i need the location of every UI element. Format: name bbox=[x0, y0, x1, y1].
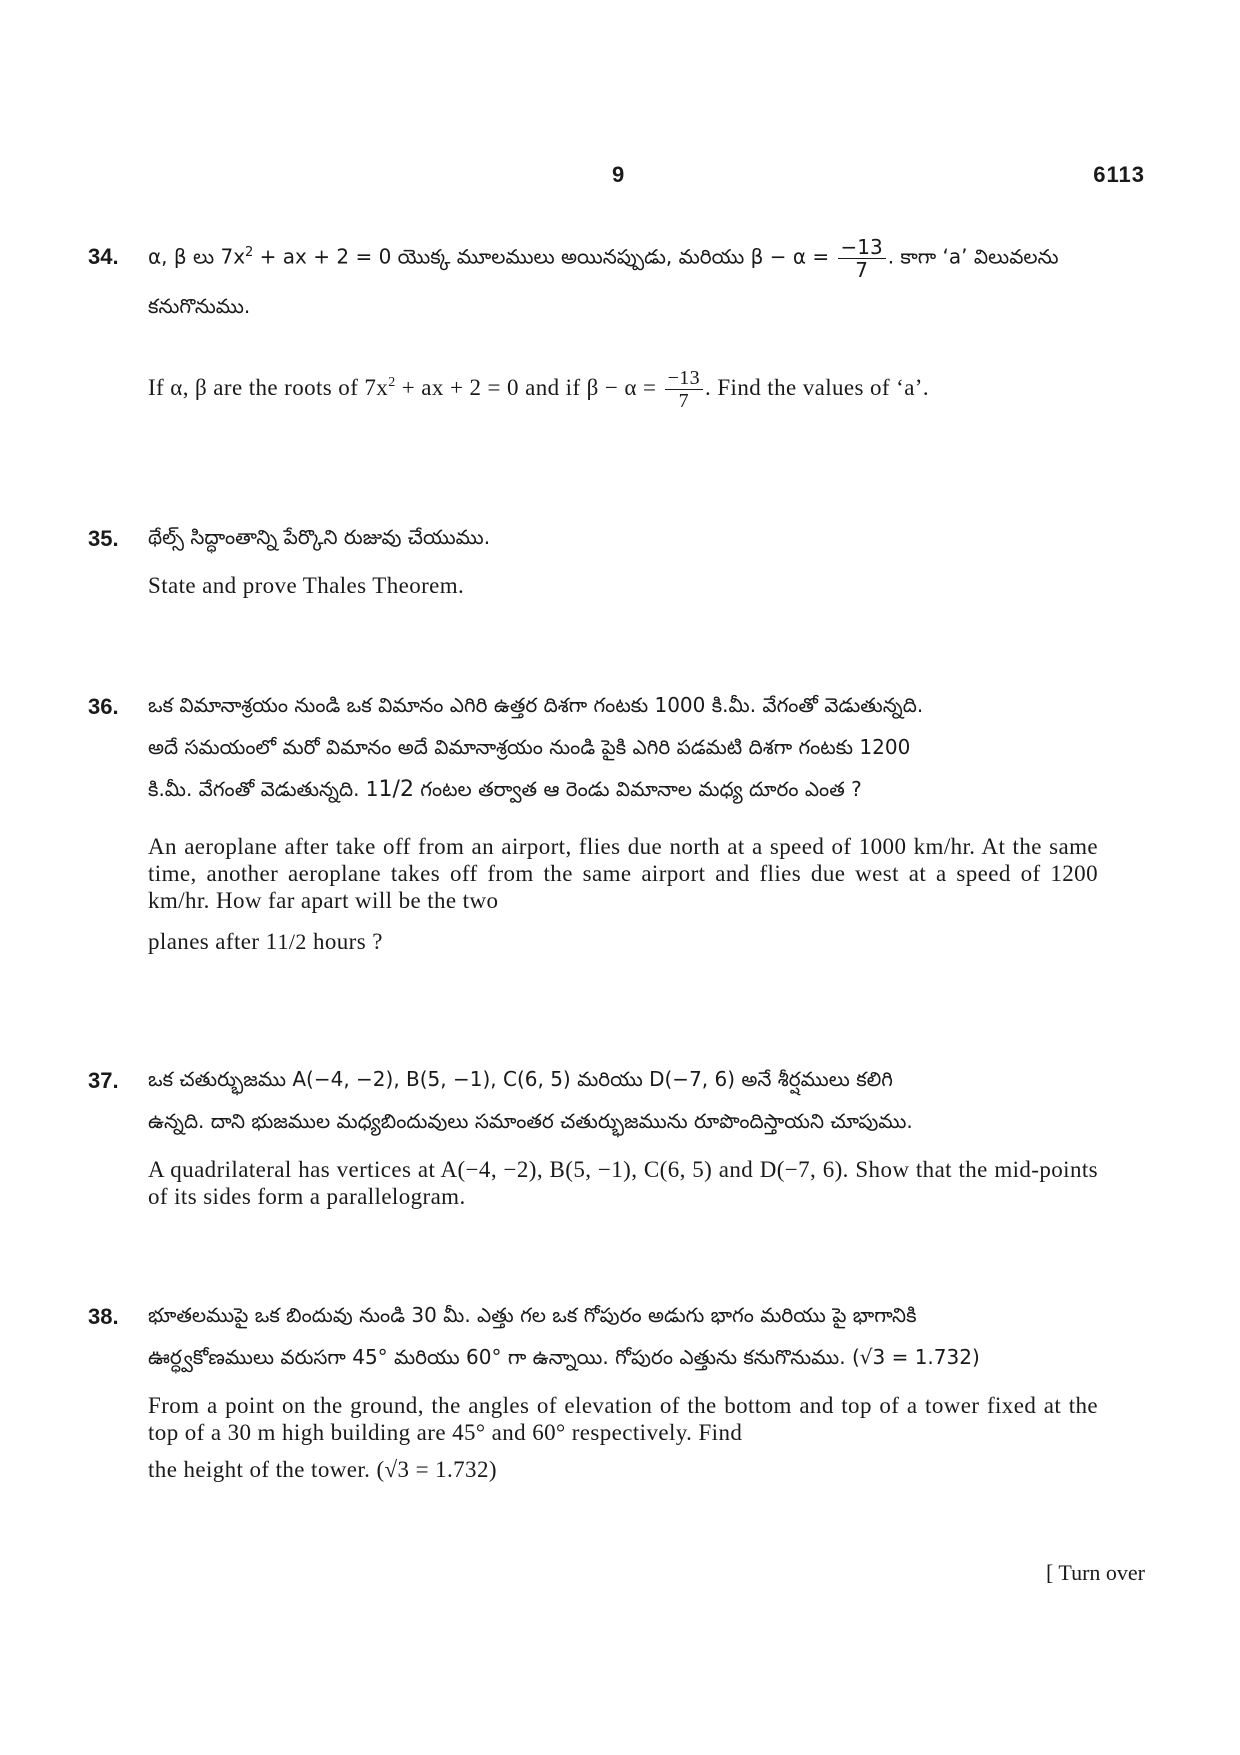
question-telugu-line2: ఉన్నది. దాని భుజముల మధ్యబిందువులు సమాంతర చతుర్భుజమును రూపొందిస్తాయని చూపుము. bbox=[148, 1109, 913, 1133]
question-number: 34. bbox=[88, 244, 119, 269]
fraction: $\frac{-13}{7}$ bbox=[838, 236, 886, 281]
question-number: 38. bbox=[88, 1304, 119, 1329]
question-telugu-line2: కనుగొనుము. bbox=[148, 293, 251, 318]
page-number: 9 bbox=[612, 162, 625, 187]
question-telugu-line3: కి.మీ. వేగంతో వెడుతున్నది. 11/2 గంటల తర్వాత ఆ రెండు విమానాల మధ్య దూరం ఎంత ? bbox=[148, 777, 862, 802]
question-telugu-line2: ఊర్ధ్వకోణములు వరుసగా 45° మరియు 60° గా ఉన్నాయి. గోపురం ఎత్తును కనుగొనుము. (√3 = 1.732) bbox=[148, 1345, 980, 1369]
fraction: $\frac{-13}{7}$ bbox=[665, 367, 703, 412]
question-english: An aeroplane after take off from an airport, flies due north at a speed of 1000 km/hr. At the same time, another aeroplane takes off from the same airport and flies due west at a speed of 1200 km/hr. How far apart will be the two bbox=[148, 834, 1098, 913]
question-telugu-line2: అదే సమయంలో మరో విమానం అదే విమానాశ్రయం నుండి పైకి ఎగిరి పడమటి దిశగా గంటకు 1200 bbox=[148, 735, 911, 759]
question-english: From a point on the ground, the angles of elevation of the bottom and top of a tower fixed at the top of a 30 m high building are 45° and 60° respectively. Find bbox=[148, 1393, 1098, 1445]
question-telugu-line1: ఒక చతుర్భుజము A(−4, −2), B(5, −1), C(6, 5) మరియు D(−7, 6) అనే శీర్షములు కలిగి bbox=[148, 1067, 893, 1091]
question-34 bbox=[88, 234, 1098, 412]
question-telugu: థేల్స్ సిద్ధాంతాన్ని పేర్కొని రుజువు చేయుము. bbox=[148, 525, 491, 549]
question-number: 35. bbox=[88, 526, 119, 551]
question-37 bbox=[88, 1068, 1098, 1210]
question-telugu-line1: ఒక విమానాశ్రయం నుండి ఒక విమానం ఎగిరి ఉత్తర దిశగా గంటకు 1000 కి.మీ. వేగంతో వెడుతున్నది. bbox=[148, 693, 924, 717]
question-english: If α, β are the roots of $7x^2$ + ax + 2 = 0 and if β − α = $\frac{-13}{7}$ . Find the values of ‘a’. bbox=[148, 366, 930, 412]
question-telugu-line1: భూతలముపై ఒక బిందువు నుండి 30 మీ. ఎత్తు గల ఒక గోపురం అడుగు భాగం మరియు పై భాగానికి bbox=[148, 1303, 917, 1327]
paper-code: 6113 bbox=[1093, 162, 1145, 187]
question-english-line2: the height of the tower. (√3 = 1.732) bbox=[148, 1457, 497, 1482]
question-english: State and prove Thales Theorem. bbox=[148, 573, 465, 598]
question-number: 37. bbox=[88, 1068, 119, 1093]
question-38 bbox=[88, 1304, 1098, 1483]
question-36 bbox=[88, 694, 1098, 955]
question-telugu: α, β లు $7x^2$ + ax + 2 = 0 యొక్క మూలములు అయినప్పుడు, మరియు β − α = $\frac{-13}{7}$ . కాగా ‘a’ విలువలను bbox=[148, 234, 1059, 282]
turn-over-note: [ Turn over bbox=[1045, 1560, 1145, 1585]
question-english: A quadrilateral has vertices at A(−4, −2), B(5, −1), C(6, 5) and D(−7, 6). Show that the mid-points of its sides form a parallelogram. bbox=[148, 1157, 1098, 1209]
question-english-line2: planes after 11/2 hours ? bbox=[148, 929, 383, 954]
question-number: 36. bbox=[88, 694, 119, 719]
question-35 bbox=[88, 526, 1098, 599]
